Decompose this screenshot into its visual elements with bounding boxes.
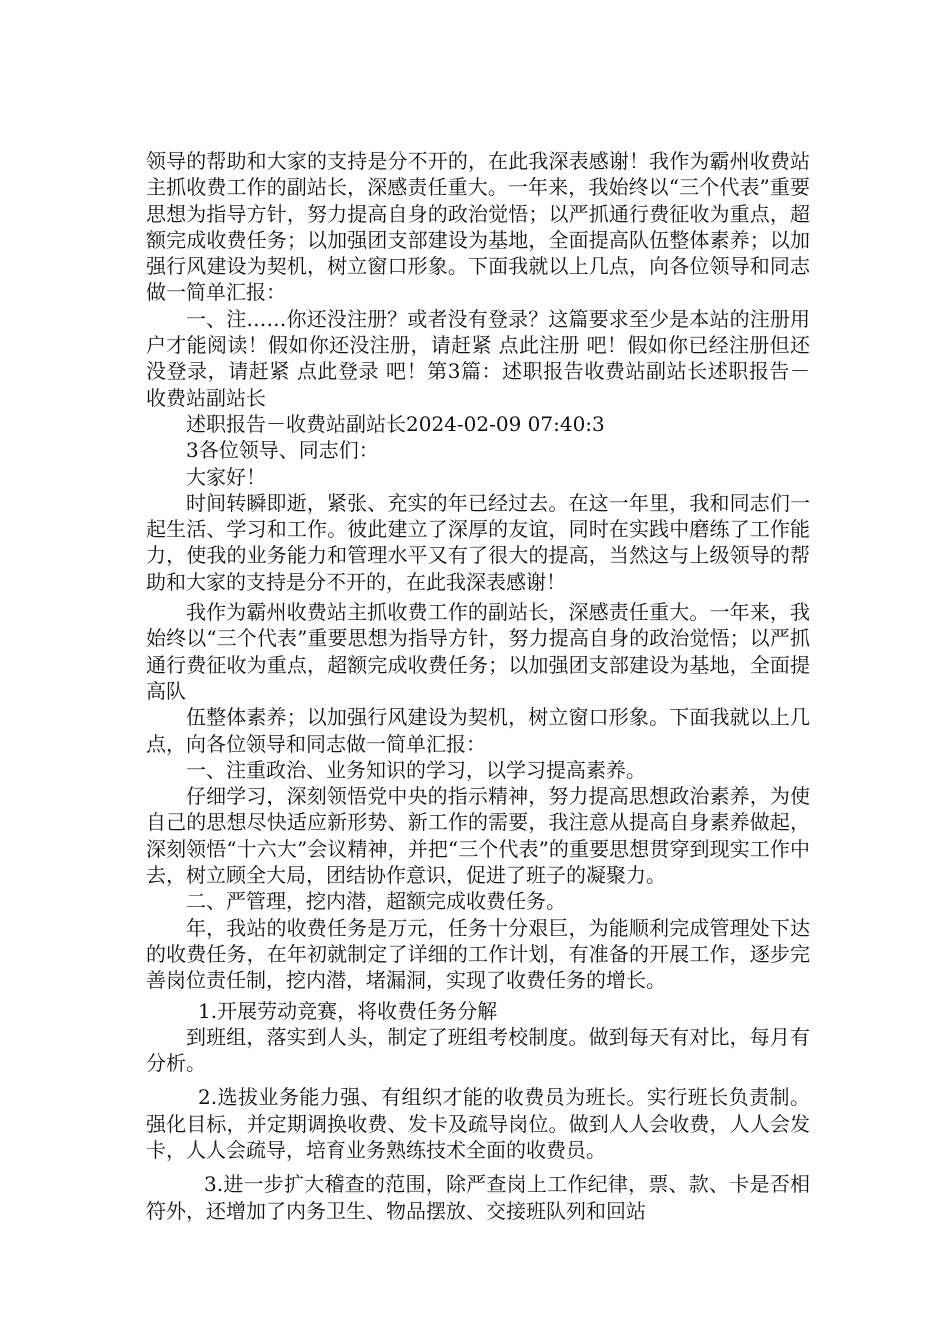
list-item-2: 2.选拔业务能力强、有组织才能的收费员为班长。实行班长负责制。强化目标，并定期调换收费、发卡及疏导岗位。做到人人会收费，人人会发卡，人人会疏导，培育业务熟练技术全面的收费员。 <box>146 1085 810 1162</box>
paragraph-greeting: 大家好！ <box>186 464 266 489</box>
heading-section-2: 二、严管理，挖内潜，超额完成收费任务。 <box>186 889 566 914</box>
document-page <box>146 148 810 1224</box>
heading-section-1: 一、注重政治、业务知识的学习，以学习提高素养。 <box>186 757 646 782</box>
list-item-3: 3.进一步扩大稽查的范围，除严查岗上工作纪律，票、款、卡是否相符外，还增加了内务卫生、物品摆放、交接班队列和回站 <box>146 1172 810 1223</box>
paragraph-login-notice: 一、注……你还没注册？或者没有登录？这篇要求至少是本站的注册用户才能阅读！假如你还没注册，请赶紧 点此注册 吧！假如你已经注册但还没登录，请赶紧 点此登录 吧！第3篇：述职报告收费站副站长述职报告－收费站副站长 <box>146 306 810 410</box>
paragraph-salutation: 3各位领导、同志们： <box>186 438 379 463</box>
paragraph-intro: 领导的帮助和大家的支持是分不开的，在此我深表感谢！我作为霸州收费站主抓收费工作的副站长，深感责任重大。一年来，我始终以“三个代表”重要思想为指导方针，努力提高自身的政治觉悟；以严抓通行费征收为重点，超额完成收费任务；以加强团支部建设为基地，全面提高队伍整体素养；以加强行风建设为契机，树立窗口形象。下面我就以上几点，向各位领导和同志做一简单汇报： <box>146 149 810 305</box>
paragraph-team-assignment: 到班组，落实到人头，制定了班组考校制度。做到每天有对比，每月有分析。 <box>146 1024 810 1076</box>
paragraph-toll-task: 年，我站的收费任务是万元，任务十分艰巨，为能顺利完成管理处下达的收费任务，在年初就制定了详细的工作计划，有准备的开展工作，逐步完善岗位责任制，挖内潜，堵漏洞，实现了收费任务的增长。 <box>146 915 810 993</box>
paragraph-summary-intro: 伍整体素养；以加强行风建设为契机，树立窗口形象。下面我就以上几点，向各位领导和同志做一简单汇报： <box>146 705 810 756</box>
paragraph-responsibility: 我作为霸州收费站主抓收费工作的副站长，深感责任重大。一年来，我始终以“三个代表”重要思想为指导方针，努力提高自身的政治觉悟；以严抓通行费征收为重点，超额完成收费任务；以加强团支部建设为基地，全面提高队 <box>146 600 810 703</box>
list-item-1: 1.开展劳动竞赛，将收费任务分解 <box>198 998 498 1023</box>
paragraph-report-title: 述职报告－收费站副站长2024-02-09 07:40:3 <box>186 411 605 436</box>
paragraph-year-review: 时间转瞬即逝，紧张、充实的年已经过去。在这一年里，我和同志们一起生活、学习和工作。彼此建立了深厚的友谊，同时在实践中磨练了工作能力，使我的业务能力和管理水平又有了很大的提高，当然这与上级领导的帮助和大家的支持是分不开的，在此我深表感谢！ <box>146 490 810 594</box>
paragraph-study: 仔细学习，深刻领悟党中央的指示精神，努力提高思想政治素养，为使自己的思想尽快适应新形势、新工作的需要，我注意从提高自身素养做起，深刻领悟“十六大”会议精神，并把“三个代表”的重要思想贯穿到现实工作中去，树立顾全大局，团结协作意识，促进了班子的凝聚力。 <box>146 784 810 888</box>
